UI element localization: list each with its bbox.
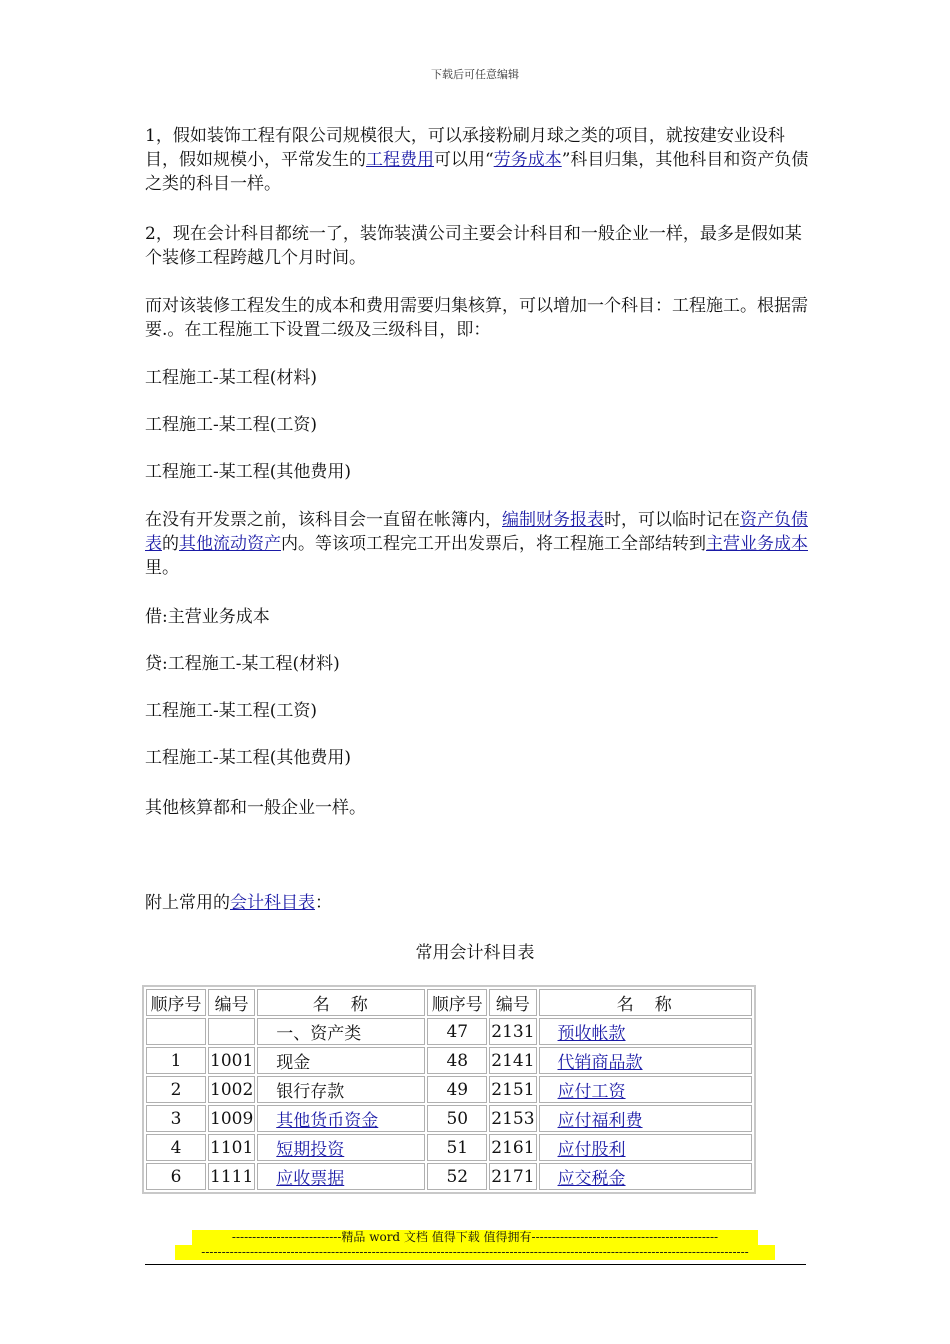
paragraph-6: 工程施工-某工程(其他费用) xyxy=(145,462,352,482)
code-cell xyxy=(208,1018,255,1045)
footer-line-1: ---------------------------精品 word 文档 值得下载 值得拥有---------------------------------------------- xyxy=(192,1230,758,1245)
code-cell: 2171 xyxy=(489,1163,536,1190)
header-seq: 顺序号 xyxy=(427,989,487,1016)
account-link[interactable]: 应收票据 xyxy=(276,1169,345,1189)
name-cell xyxy=(539,1047,752,1074)
account-link[interactable]: 代销商品款 xyxy=(557,1053,643,1073)
account-link[interactable]: 短期投资 xyxy=(276,1140,345,1160)
table-header-row xyxy=(146,989,752,1016)
name-cell xyxy=(539,1134,752,1161)
seq-cell: 50 xyxy=(427,1105,487,1132)
paragraph-12: 其他核算都和一般企业一样。 xyxy=(145,798,366,818)
name-cell: 银行存款 xyxy=(257,1076,425,1103)
footer-line-2: --------------------------------------------------------------------------------------------------------------------------------------- xyxy=(175,1245,775,1260)
code-cell: 2131 xyxy=(489,1018,536,1045)
header-seq: 顺序号 xyxy=(146,989,206,1016)
table-row xyxy=(146,1018,752,1045)
footer-banner xyxy=(175,1230,775,1260)
seq-cell xyxy=(146,1018,206,1045)
header-code: 编号 xyxy=(489,989,536,1016)
header-name: 名 称 xyxy=(257,989,425,1016)
account-link[interactable]: 应付工资 xyxy=(557,1082,626,1102)
text: 时，可以临时记在 xyxy=(604,510,740,530)
link-other-current-assets[interactable]: 其他流动资产 xyxy=(179,534,281,554)
name-cell xyxy=(539,1105,752,1132)
code-cell: 1009 xyxy=(208,1105,255,1132)
link-main-business-cost[interactable]: 主营业务成本 xyxy=(706,534,808,554)
seq-cell: 1 xyxy=(146,1047,206,1074)
account-link[interactable]: 预收帐款 xyxy=(557,1024,626,1044)
seq-cell: 49 xyxy=(427,1076,487,1103)
code-cell: 2161 xyxy=(489,1134,536,1161)
account-table xyxy=(142,985,756,1194)
paragraph-4: 工程施工-某工程(材料) xyxy=(145,368,318,388)
name-cell xyxy=(539,1076,752,1103)
text: 在没有开发票之前，该科目会一直留在帐簿内， xyxy=(145,510,502,530)
code-cell: 2153 xyxy=(489,1105,536,1132)
table-row xyxy=(146,1163,752,1190)
paragraph-9: 贷:工程施工-某工程(材料) xyxy=(145,654,340,674)
code-cell: 1101 xyxy=(208,1134,255,1161)
seq-cell: 47 xyxy=(427,1018,487,1045)
text: 附上常用的 xyxy=(145,893,230,913)
link-labor-cost[interactable]: 劳务成本 xyxy=(493,150,562,170)
page-header: 下载后可任意编辑 xyxy=(431,68,519,81)
text: ”科目归集，其他科目和资产负债之类的科目一样。 xyxy=(145,150,809,194)
paragraph-8: 借:主营业务成本 xyxy=(145,607,270,627)
paragraph-1 xyxy=(145,124,810,196)
seq-cell: 4 xyxy=(146,1134,206,1161)
name-cell: 一、资产类 xyxy=(257,1018,425,1045)
paragraph-13 xyxy=(145,891,810,915)
table-title: 常用会计科目表 xyxy=(415,943,535,963)
seq-cell: 48 xyxy=(427,1047,487,1074)
code-cell: 1001 xyxy=(208,1047,255,1074)
paragraph-11: 工程施工-某工程(其他费用) xyxy=(145,748,352,768)
paragraph-10: 工程施工-某工程(工资) xyxy=(145,701,318,721)
seq-cell: 51 xyxy=(427,1134,487,1161)
code-cell: 2141 xyxy=(489,1047,536,1074)
text: 1，假如装饰工程有限公司规模很大，可以承接粉刷月球之类的项目，就按建安业设科目，假如规模小，平常发生的 xyxy=(145,126,785,170)
seq-cell: 3 xyxy=(146,1105,206,1132)
name-cell xyxy=(539,1018,752,1045)
text: 里。 xyxy=(145,558,179,578)
table-row xyxy=(146,1076,752,1103)
paragraph-5: 工程施工-某工程(工资) xyxy=(145,415,318,435)
name-cell xyxy=(257,1134,425,1161)
paragraph-3: 而对该装修工程发生的成本和费用需要归集核算，可以增加一个科目：工程施工。根据需要.。在工程施工下设置二级及三级科目，即： xyxy=(145,296,808,340)
text: 内。等该项工程完工开出发票后，将工程施工全部结转到 xyxy=(281,534,706,554)
code-cell: 1111 xyxy=(208,1163,255,1190)
code-cell: 1002 xyxy=(208,1076,255,1103)
code-cell: 2151 xyxy=(489,1076,536,1103)
text: 可以用“ xyxy=(434,150,494,170)
link-engineering-cost[interactable]: 工程费用 xyxy=(366,150,434,170)
link-prepare-financial-statements[interactable]: 编制财务报表 xyxy=(502,510,604,530)
account-link[interactable]: 应付股利 xyxy=(557,1140,626,1160)
text: 的 xyxy=(162,534,179,554)
table-row xyxy=(146,1134,752,1161)
account-link[interactable]: 其他货币资金 xyxy=(276,1111,379,1131)
name-cell xyxy=(257,1163,425,1190)
table-row xyxy=(146,1047,752,1074)
footer-rule xyxy=(145,1264,806,1265)
account-link[interactable]: 应交税金 xyxy=(557,1169,626,1189)
paragraph-7 xyxy=(145,508,810,580)
name-cell: 现金 xyxy=(257,1047,425,1074)
table-row xyxy=(146,1105,752,1132)
seq-cell: 6 xyxy=(146,1163,206,1190)
name-cell xyxy=(257,1105,425,1132)
account-link[interactable]: 应付福利费 xyxy=(557,1111,643,1131)
header-name: 名 称 xyxy=(539,989,752,1016)
link-account-chart[interactable]: 会计科目表 xyxy=(230,893,315,913)
seq-cell: 52 xyxy=(427,1163,487,1190)
paragraph-2: 2，现在会计科目都统一了，装饰装潢公司主要会计科目和一般企业一样，最多是假如某个装修工程跨越几个月时间。 xyxy=(145,224,802,268)
name-cell xyxy=(539,1163,752,1190)
link-balance-sheet[interactable]: 资产负债表 xyxy=(145,510,808,554)
header-code: 编号 xyxy=(208,989,255,1016)
text: ： xyxy=(315,893,332,913)
seq-cell: 2 xyxy=(146,1076,206,1103)
